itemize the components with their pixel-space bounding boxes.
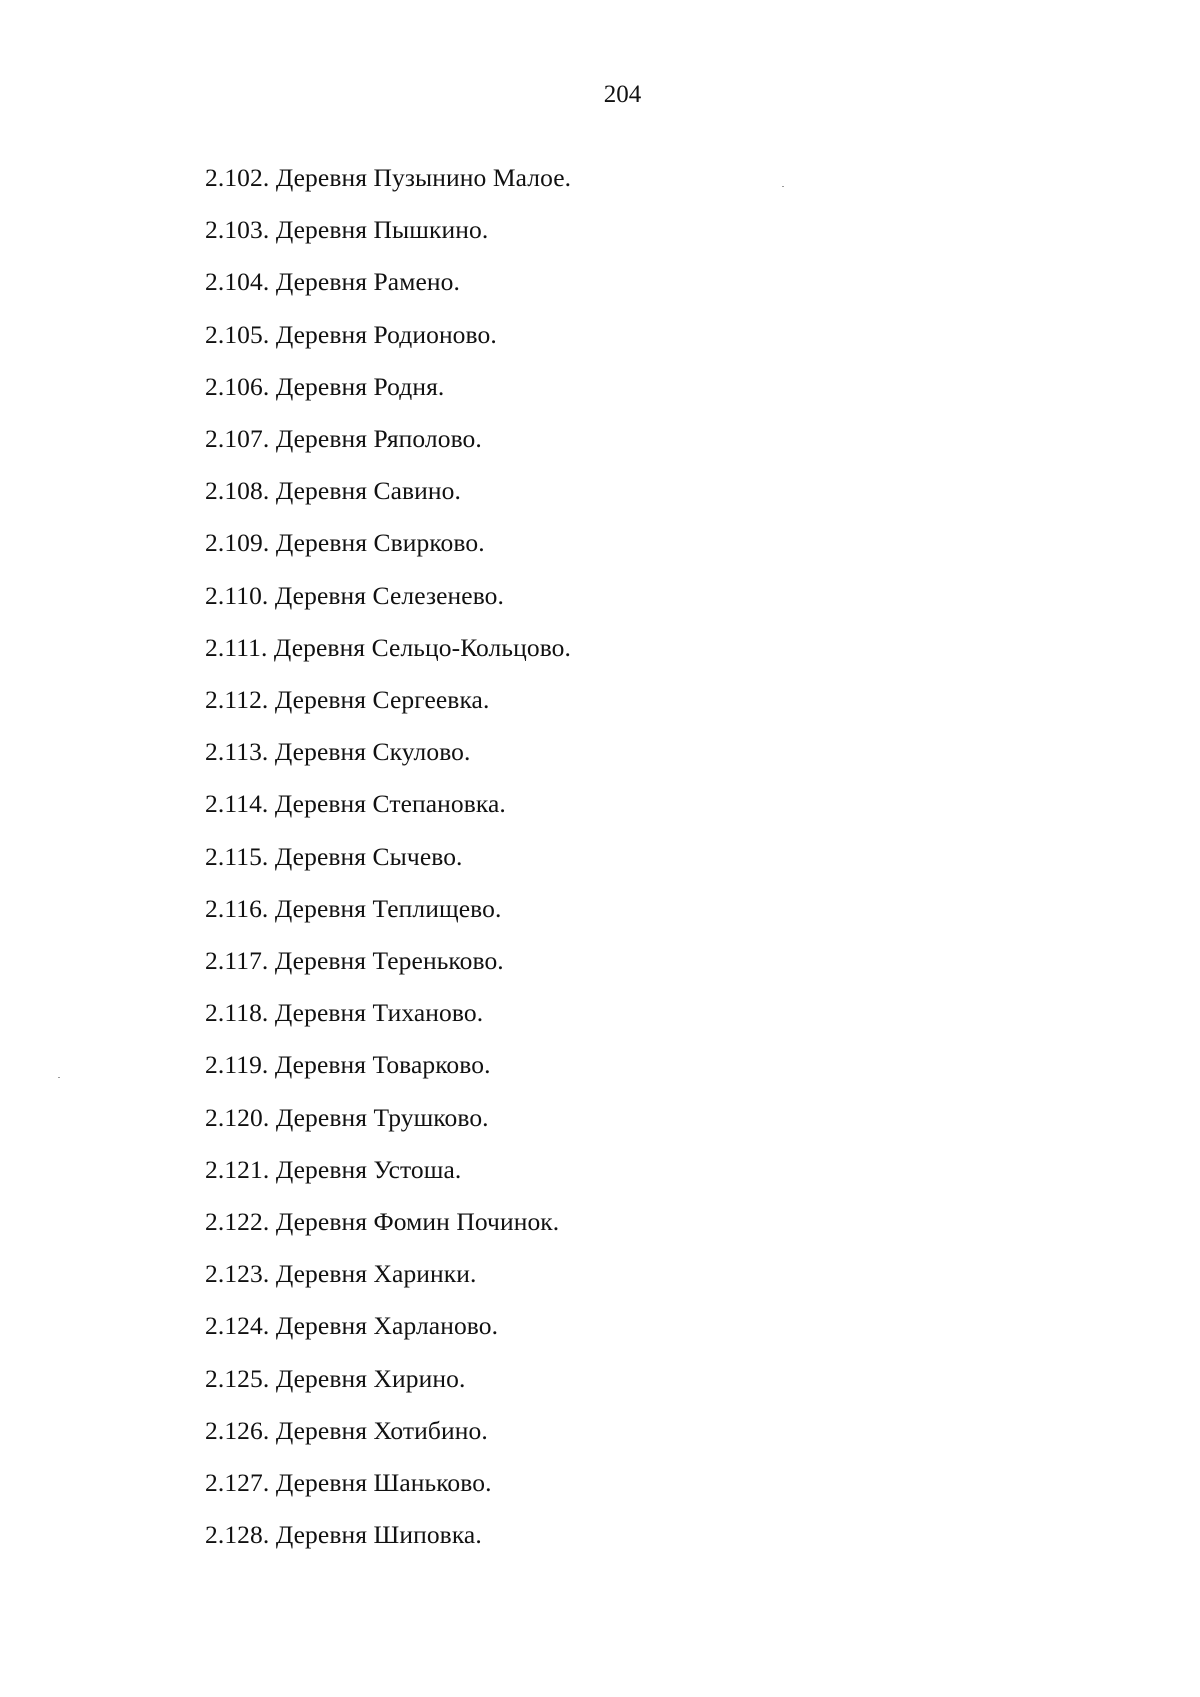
list-item: 2.124. Деревня Харланово.: [205, 1311, 499, 1341]
list-item: 2.110. Деревня Селезенево.: [205, 580, 504, 610]
list-item: 2.123. Деревня Харинки.: [205, 1259, 477, 1289]
list-item: 2.109. Деревня Свирково.: [205, 528, 485, 558]
list-item: 2.127. Деревня Шаньково.: [205, 1468, 492, 1498]
list-item: 2.119. Деревня Товарково.: [205, 1050, 491, 1080]
list-item: 2.114. Деревня Степановка.: [205, 789, 506, 819]
scan-speck: [782, 186, 784, 187]
list-item: 2.126. Деревня Хотибино.: [205, 1415, 488, 1445]
list-item: 2.103. Деревня Пышкино.: [205, 215, 489, 245]
list-item: 2.118. Деревня Тиханово.: [205, 998, 484, 1028]
list-item: 2.104. Деревня Рамено.: [205, 267, 460, 297]
list-item: 2.116. Деревня Теплищево.: [205, 893, 502, 923]
list-item: 2.111. Деревня Сельцо-Кольцово.: [205, 632, 571, 662]
list-item: 2.122. Деревня Фомин Починок.: [205, 1207, 560, 1237]
scan-speck: [58, 1077, 60, 1078]
list-item: 2.107. Деревня Ряполово.: [205, 424, 482, 454]
list-item: 2.121. Деревня Устоша.: [205, 1154, 462, 1184]
list-item: 2.120. Деревня Трушково.: [205, 1102, 489, 1132]
list-item: 2.106. Деревня Родня.: [205, 371, 445, 401]
list-item: 2.108. Деревня Савино.: [205, 476, 461, 506]
page-number: 204: [603, 81, 642, 108]
list-item: 2.125. Деревня Хирино.: [205, 1363, 466, 1393]
list-item: 2.117. Деревня Тереньково.: [205, 946, 504, 976]
list-item: 2.102. Деревня Пузынино Малое.: [205, 163, 572, 192]
list-item: 2.105. Деревня Родионово.: [205, 319, 497, 349]
settlement-list: [205, 152, 571, 1561]
list-item: 2.115. Деревня Сычево.: [205, 841, 463, 871]
list-item: 2.112. Деревня Сергеевка.: [205, 685, 490, 715]
list-item: 2.113. Деревня Скулово.: [205, 737, 471, 767]
list-item: 2.128. Деревня Шиповка.: [205, 1520, 482, 1550]
